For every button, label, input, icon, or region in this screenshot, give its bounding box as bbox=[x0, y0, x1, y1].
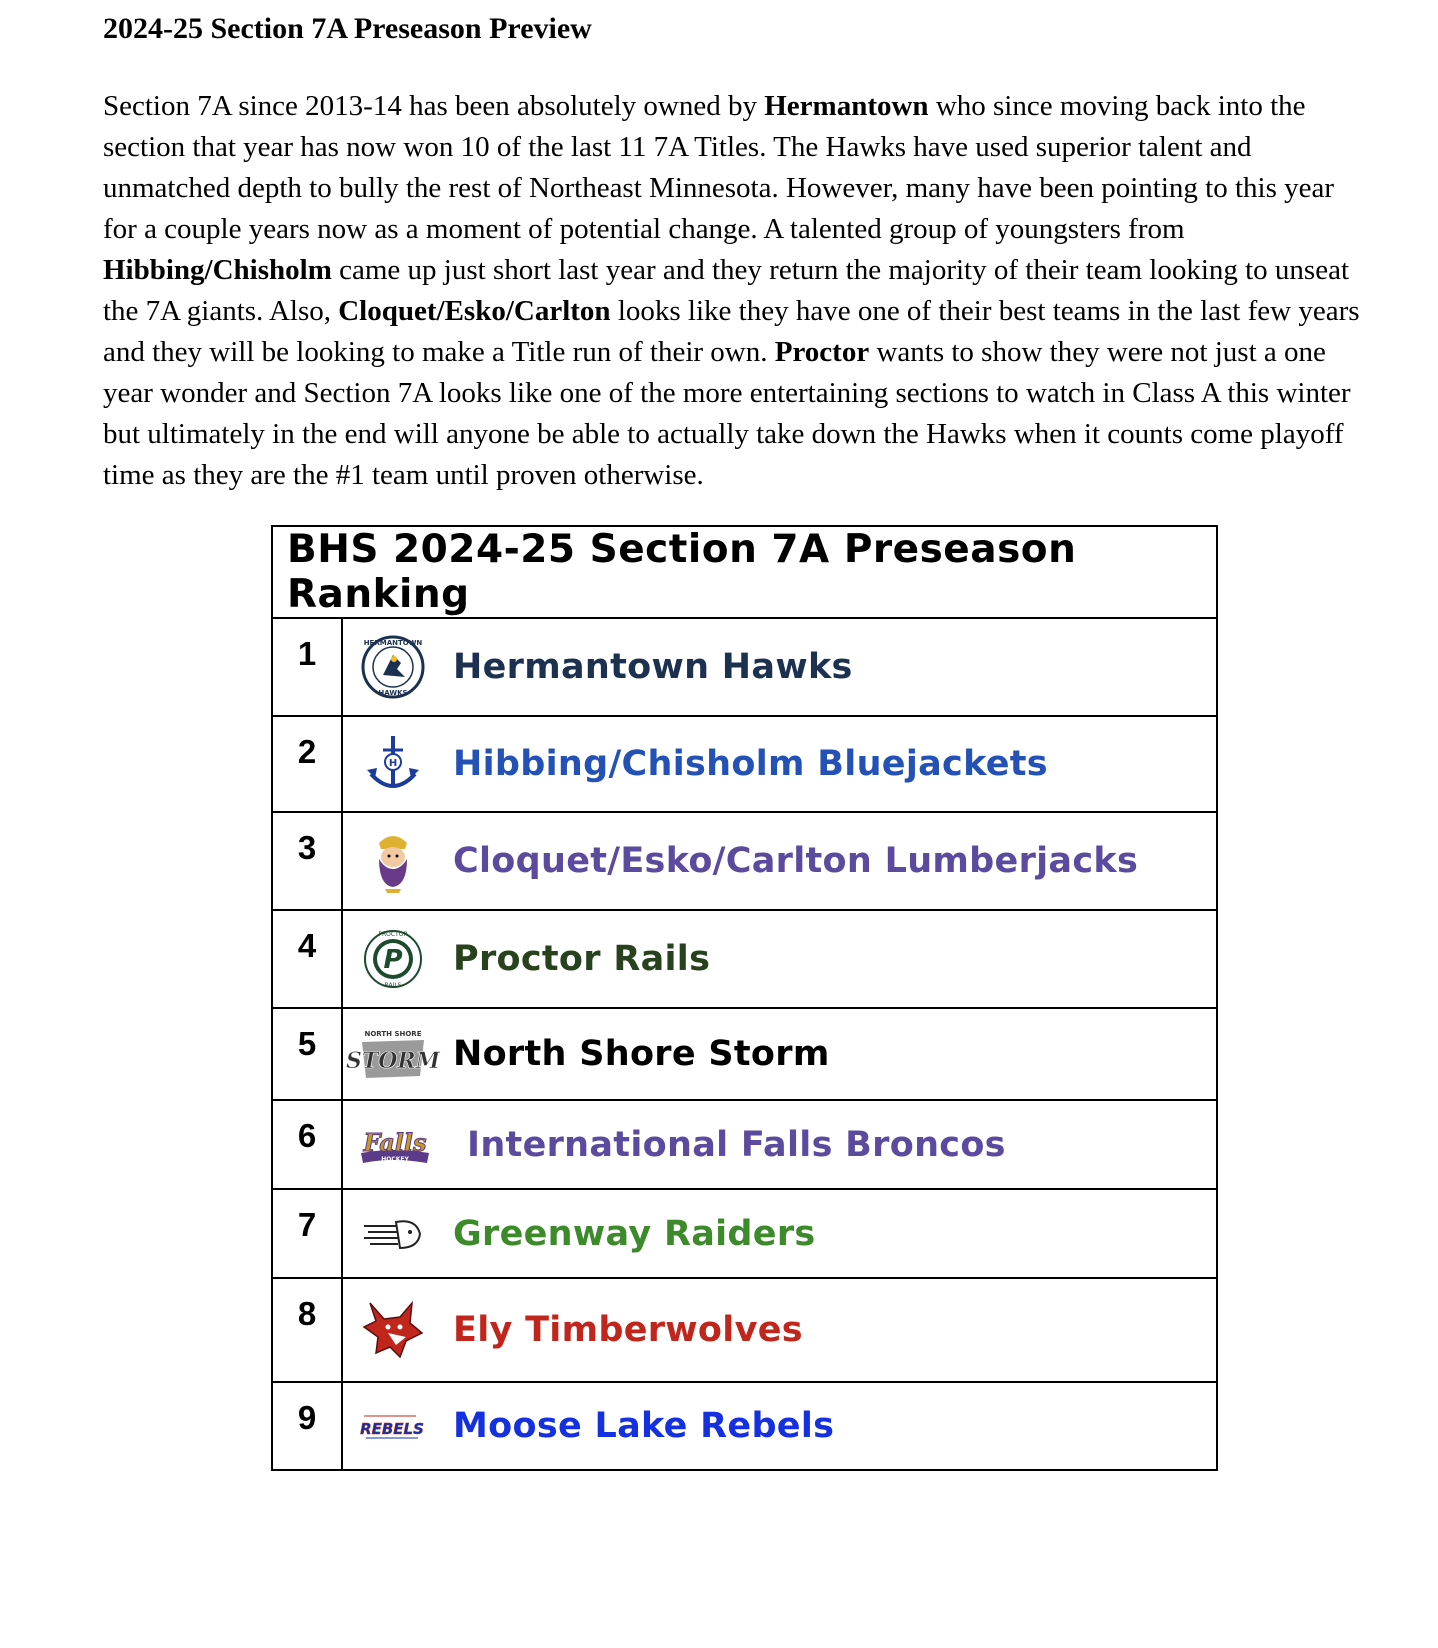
team-name: International Falls Broncos bbox=[467, 1124, 1006, 1165]
team-name: Hibbing/Chisholm Bluejackets bbox=[453, 744, 1048, 784]
svg-text:NORTH SHORE: NORTH SHORE bbox=[364, 1030, 422, 1038]
lumberjack-logo-icon bbox=[357, 825, 429, 897]
table-row bbox=[272, 618, 1217, 716]
svg-text:PROCTOR: PROCTOR bbox=[378, 931, 408, 938]
svg-text:HERMANTOWN: HERMANTOWN bbox=[363, 639, 423, 647]
ranking-table-title: BHS 2024-25 Section 7A Preseason Ranking bbox=[272, 526, 1217, 618]
rank-number: 6 bbox=[272, 1100, 342, 1189]
moose-lake-rebels-logo-icon bbox=[357, 1390, 429, 1462]
intro-text: Section 7A since 2013-14 has been absolutely owned by bbox=[103, 90, 765, 122]
team-mention-hibbing-chisholm: Hibbing/Chisholm bbox=[103, 254, 332, 286]
svg-text:HOCKEY: HOCKEY bbox=[381, 1155, 409, 1163]
intro-paragraph bbox=[103, 86, 1363, 496]
hermantown-hawks-logo-icon bbox=[357, 631, 429, 703]
team-name: North Shore Storm bbox=[453, 1034, 830, 1074]
rank-number: 3 bbox=[272, 812, 342, 910]
svg-text:P: P bbox=[383, 945, 403, 975]
ely-timberwolf-logo-icon bbox=[357, 1294, 429, 1366]
rank-number: 4 bbox=[272, 910, 342, 1008]
intro-text: who since moving back into the section that year has now won 10 of the last 11 7A Titles. The Hawks have used superior talent and unmatched depth to bully the rest of Northeast Minnesota. However, many have been pointing to this year for a couple years now as a moment of potential change. A talented group of youngsters from bbox=[103, 90, 1335, 245]
svg-text:REBELS: REBELS bbox=[360, 1420, 424, 1438]
table-row bbox=[272, 1189, 1217, 1278]
table-row bbox=[272, 1382, 1217, 1470]
team-name: Ely Timberwolves bbox=[453, 1310, 803, 1350]
falls-hockey-logo-icon bbox=[357, 1109, 431, 1181]
page-title: 2024-25 Section 7A Preseason Preview bbox=[103, 12, 592, 45]
table-row bbox=[272, 812, 1217, 910]
rank-number: 5 bbox=[272, 1008, 342, 1100]
rank-number: 9 bbox=[272, 1382, 342, 1470]
intro-text: came up just short last year and they return the majority of their team looking to unseat the 7A giants. Also, bbox=[103, 254, 1350, 327]
table-row bbox=[272, 1278, 1217, 1382]
team-mention-hermantown: Hermantown bbox=[764, 90, 929, 122]
table-row bbox=[272, 1008, 1217, 1100]
intro-text: looks like they have one of their best teams in the last few years and they will be looking to make a Title run of their own. bbox=[103, 295, 1360, 368]
team-mention-proctor: Proctor bbox=[774, 336, 870, 368]
svg-text:HAWKS: HAWKS bbox=[378, 689, 408, 697]
ranking-table bbox=[271, 525, 1218, 1471]
intro-text: wants to show they were not just a one year wonder and Section 7A looks like one of the more entertaining sections to watch in Class A this winter but ultimately in the end will anyone be able to actually take down the Hawks when it counts come playoff time as they are the #1 team until proven otherwise. bbox=[103, 336, 1351, 491]
svg-text:RAILS: RAILS bbox=[384, 982, 402, 989]
north-shore-storm-logo-icon bbox=[345, 1018, 441, 1090]
team-name: Cloquet/Esko/Carlton Lumberjacks bbox=[453, 841, 1139, 881]
bluejackets-anchor-logo-icon bbox=[357, 728, 429, 800]
svg-text:Falls: Falls bbox=[363, 1127, 427, 1157]
rank-number: 7 bbox=[272, 1189, 342, 1278]
table-row bbox=[272, 910, 1217, 1008]
team-name: Proctor Rails bbox=[453, 939, 711, 979]
team-name: Hermantown Hawks bbox=[453, 647, 853, 687]
team-mention-cloquet-esko-carlton: Cloquet/Esko/Carlton bbox=[338, 295, 611, 327]
table-row bbox=[272, 716, 1217, 812]
rank-number: 8 bbox=[272, 1278, 342, 1382]
svg-text:STORM: STORM bbox=[345, 1048, 441, 1074]
team-name: Greenway Raiders bbox=[453, 1213, 816, 1254]
rank-number: 2 bbox=[272, 716, 342, 812]
team-name: Moose Lake Rebels bbox=[453, 1406, 835, 1446]
proctor-rails-logo-icon bbox=[357, 923, 429, 995]
table-row bbox=[272, 1100, 1217, 1189]
rank-number: 1 bbox=[272, 618, 342, 716]
greenway-raiders-logo-icon bbox=[357, 1198, 429, 1270]
svg-text:H: H bbox=[388, 758, 398, 769]
